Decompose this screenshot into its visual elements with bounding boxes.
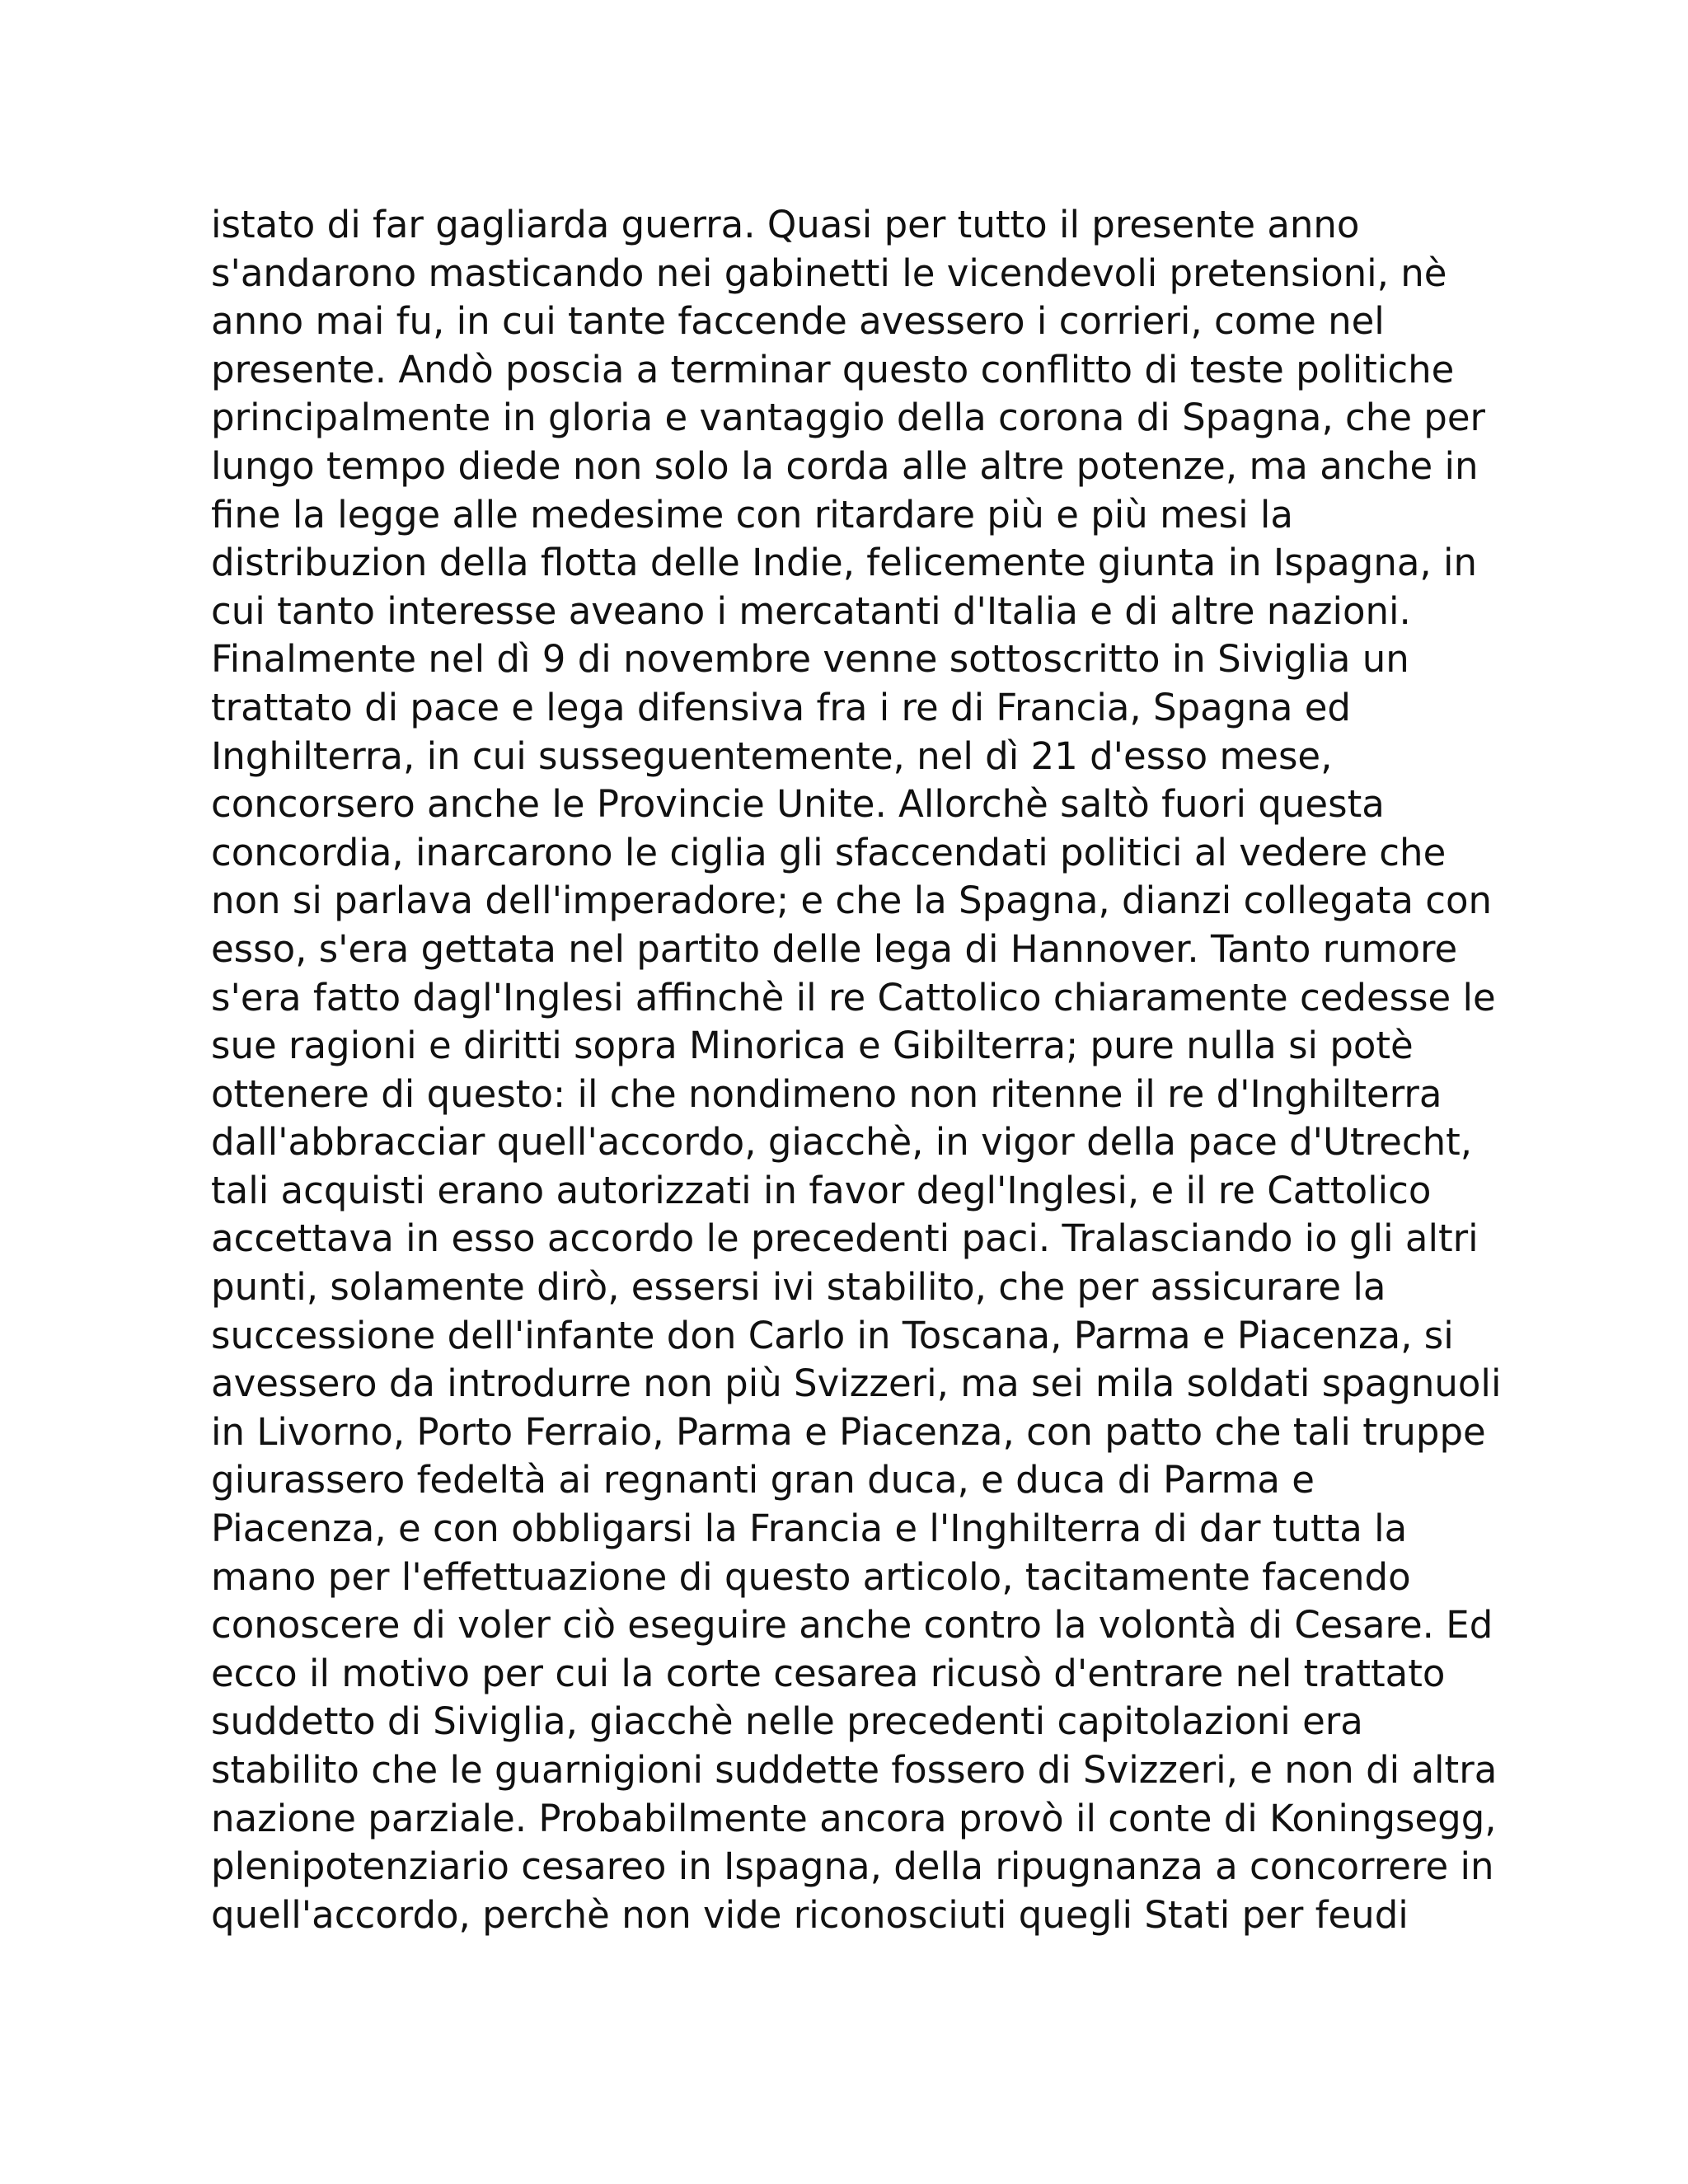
text-line: avessero da introdurre non più Svizzeri, ma sei mila soldati spagnuoli xyxy=(211,1361,1502,1406)
text-line: concorsero anche le Provincie Unite. Allorchè saltò fuori questa xyxy=(211,782,1385,827)
text-line: fine la legge alle medesime con ritardare più e più mesi la xyxy=(211,492,1293,537)
text-line: cui tanto interesse aveano i mercatanti d'Italia e di altre nazioni. xyxy=(211,588,1411,633)
text-line: conoscere di voler ciò eseguire anche contro la volontà di Cesare. Ed xyxy=(211,1603,1493,1647)
text-line: nazione parziale. Probabilmente ancora provò il conte di Koningsegg, xyxy=(211,1796,1497,1840)
text-line: giurassero fedeltà ai regnanti gran duca, e duca di Parma e xyxy=(211,1458,1315,1502)
text-line: sue ragioni e diritti sopra Minorica e Gibilterra; pure nulla si potè xyxy=(211,1024,1414,1068)
text-line: dall'abbracciar quell'accordo, giacchè, in vigor della pace d'Utrecht, xyxy=(211,1120,1473,1165)
text-line: ecco il motivo per cui la corte cesarea ricusò d'entrare nel trattato xyxy=(211,1651,1446,1695)
text-line: distribuzion della flotta delle Indie, felicemente giunta in Ispagna, in xyxy=(211,541,1478,585)
text-line: anno mai fu, in cui tante faccende avessero i corrieri, come nel xyxy=(211,299,1385,344)
text-line: principalmente in gloria e vantaggio della corona di Spagna, che per xyxy=(211,396,1486,440)
text-line: quell'accordo, perchè non vide riconosciuti quegli Stati per feudi xyxy=(211,1892,1409,1937)
text-line: Inghilterra, in cui susseguentemente, nel dì 21 d'esso mese, xyxy=(211,733,1333,778)
text-line: stabilito che le guarnigioni suddette fossero di Svizzeri, e non di altra xyxy=(211,1748,1498,1792)
text-line: mano per l'effettuazione di questo articolo, tacitamente facendo xyxy=(211,1554,1411,1599)
text-line: istato di far gagliarda guerra. Quasi per tutto il presente anno xyxy=(211,203,1360,246)
body-text xyxy=(211,201,1502,1939)
text-line: Finalmente nel dì 9 di novembre venne sottoscritto in Siviglia un xyxy=(211,637,1409,682)
text-line: suddetto di Siviglia, giacchè nelle precedenti capitolazioni era xyxy=(211,1699,1363,1744)
text-line: punti, solamente dirò, essersi ivi stabilito, che per assicurare la xyxy=(211,1265,1386,1310)
text-line: concordia, inarcarono le ciglia gli sfaccendati politici al vedere che xyxy=(211,830,1447,874)
text-line: trattato di pace e lega difensiva fra i re di Francia, Spagna ed xyxy=(211,685,1351,729)
text-line: tali acquisti erano autorizzati in favor degl'Inglesi, e il re Cattolico xyxy=(211,1168,1432,1212)
text-line: ottenere di questo: il che nondimeno non ritenne il re d'Inghilterra xyxy=(211,1071,1442,1116)
text-line: s'era fatto dagl'Inglesi affinchè il re Cattolico chiaramente cedesse le xyxy=(211,975,1496,1019)
text-line: Piacenza, e con obbligarsi la Francia e l'Inghilterra di dar tutta la xyxy=(211,1507,1408,1551)
text-line: successione dell'infante don Carlo in Toscana, Parma e Piacenza, si xyxy=(211,1313,1454,1357)
text-line: accettava in esso accordo le precedenti paci. Tralasciando io gli altri xyxy=(211,1216,1479,1261)
text-line: in Livorno, Porto Ferraio, Parma e Piacenza, con patto che tali truppe xyxy=(211,1409,1486,1454)
text-line: s'andarono masticando nei gabinetti le vicendevoli pretensioni, nè xyxy=(211,251,1447,295)
text-line: presente. Andò poscia a terminar questo conflitto di teste politiche xyxy=(211,347,1455,391)
text-line: plenipotenziario cesareo in Ispagna, della ripugnanza a concorrere in xyxy=(211,1844,1494,1889)
text-line: lungo tempo diede non solo la corda alle altre potenze, ma anche in xyxy=(211,443,1479,488)
text-line: esso, s'era gettata nel partito delle lega di Hannover. Tanto rumore xyxy=(211,926,1458,971)
text-line: non si parlava dell'imperadore; e che la Spagna, dianzi collegata con xyxy=(211,879,1493,923)
